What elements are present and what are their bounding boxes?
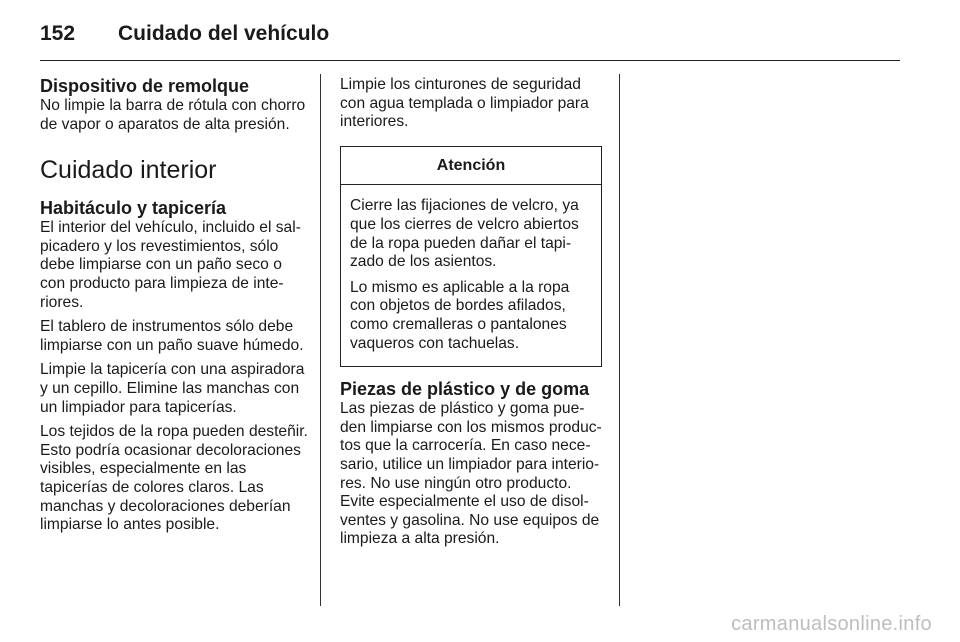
attention-paragraph-2: Lo mismo es aplicable a la ropa con objetos de bordes afilados, como cremalleras o pantalones vaqueros con tachuelas. (350, 278, 570, 352)
page-number: 152 (40, 22, 76, 45)
cabin-paragraph-3: Limpie la tapicería con una aspiradora y un cepillo. Elimine las manchas con un limpiador para tapicerías. (40, 361, 305, 416)
plastic-rubber-paragraph: Las piezas de plástico y goma pueden limpiarse con los mismos productos que la carrocería. En caso necesario, utilice un limpiador para interiores. No use ningún otro producto. Evite especialmente el uso de disolventes y gasolina. No use equipos de limpieza a alta presión. (340, 400, 602, 548)
right-column (340, 76, 602, 555)
cabin-paragraph-4: Los tejidos de la ropa pueden desteñir. Esto podría ocasionar decoloraciones visibles, especialmente en las tapicerías de colores claros. Las manchas y decoloraciones deberían limpiarse lo antes posible. (40, 423, 308, 534)
site-watermark: carmanualsonline.info (731, 613, 932, 635)
cabin-heading: Habitáculo y tapicería (40, 198, 227, 219)
seatbelt-paragraph: Limpie los cinturones de seguridad con agua templada o limpiador para interiores. (340, 76, 589, 131)
column-divider-right (619, 74, 620, 606)
attention-title: Atención (341, 147, 601, 186)
cabin-paragraph-2: El tablero de instrumentos sólo debe limpiarse con un paño suave húmedo. (40, 318, 304, 354)
attention-body (341, 185, 601, 366)
column-divider-left (320, 74, 321, 606)
attention-paragraph-1: Cierre las fijaciones de velcro, ya que los cierres de velcro abiertos de la ropa pueden dañar el tapizado de los asientos. (350, 197, 579, 271)
towing-heading: Dispositivo de remolque (40, 76, 250, 96)
interior-care-heading: Cuidado interior (40, 156, 217, 185)
left-column (40, 76, 308, 541)
cabin-paragraph-1: El interior del vehículo, incluido el salpicadero y los revestimientos, sólo debe limpiarse con un paño seco o con producto para limpieza de interiores. (40, 219, 301, 311)
chapter-title: Cuidado del vehículo (118, 22, 330, 45)
towing-paragraph: No limpie la barra de rótula con chorro de vapor o aparatos de alta presión. (40, 97, 306, 133)
attention-box (340, 146, 602, 367)
plastic-rubber-heading: Piezas de plástico y de goma (340, 379, 590, 400)
page-header (40, 16, 900, 61)
